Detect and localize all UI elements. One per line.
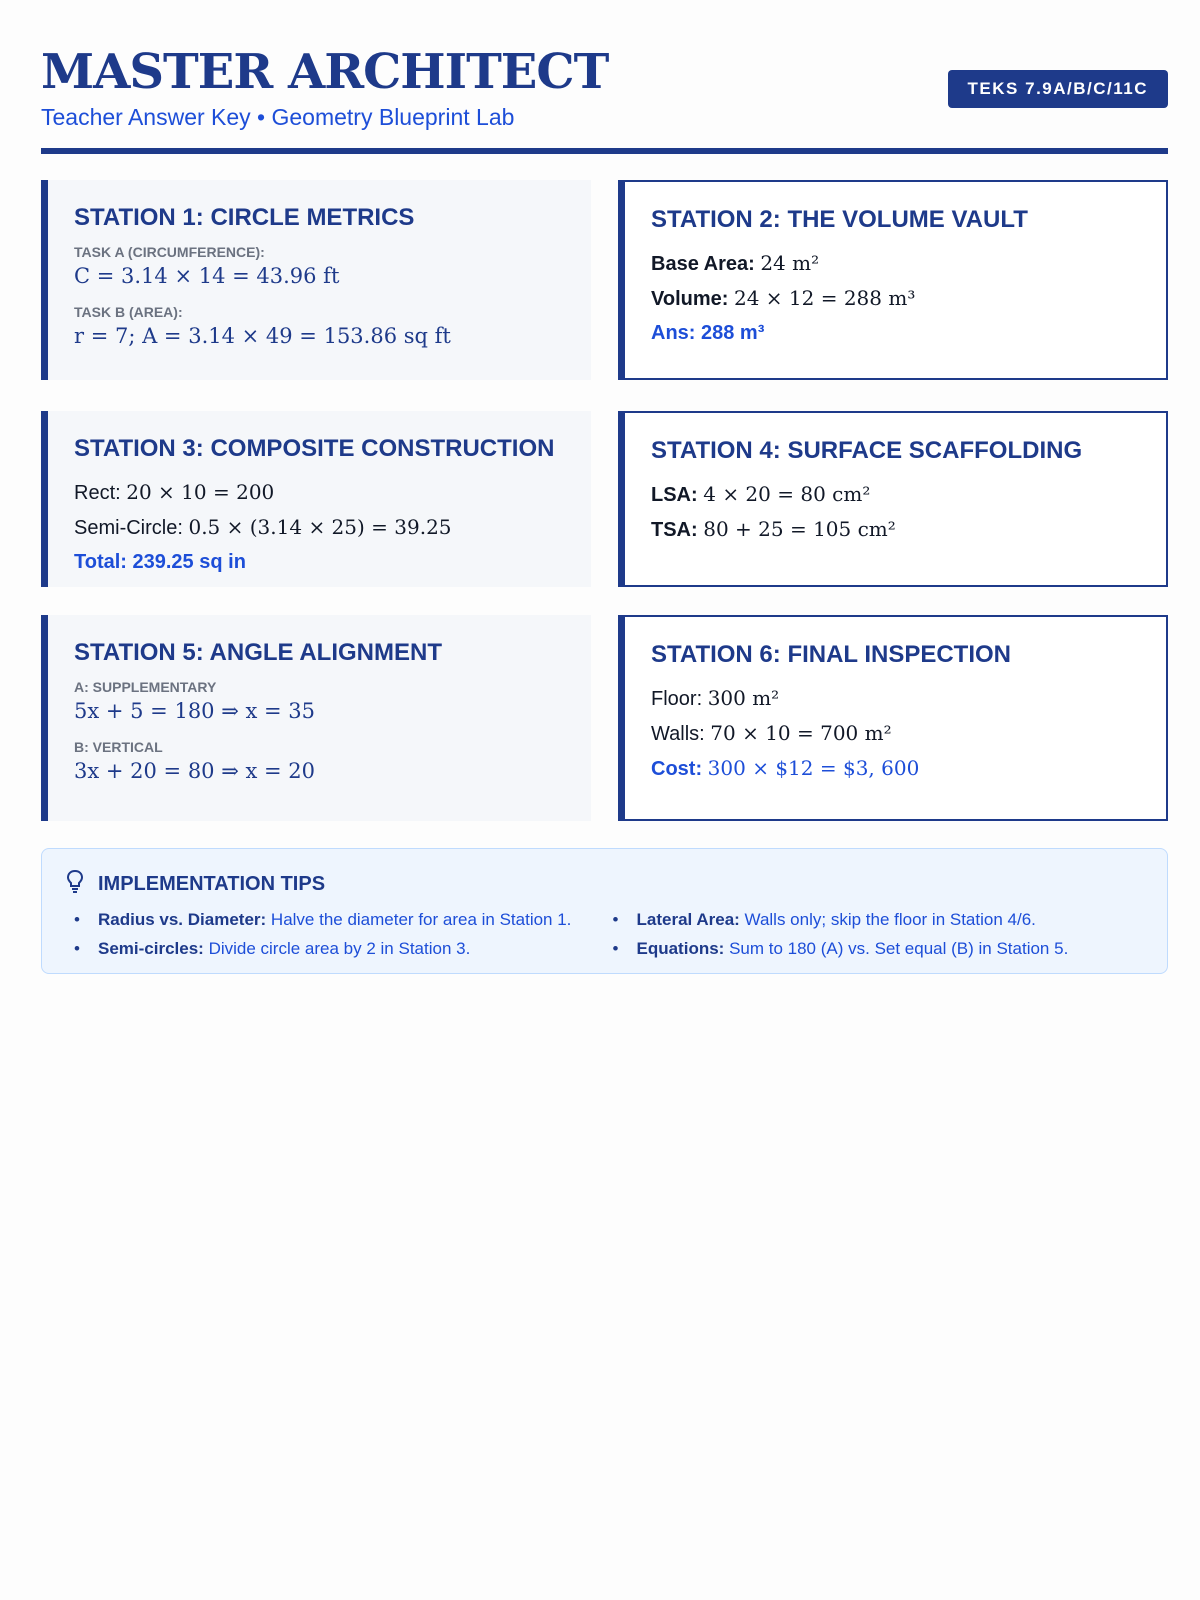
station-4-card xyxy=(618,411,1168,587)
station-1-card xyxy=(41,180,591,380)
tsa-label: TSA: xyxy=(651,519,698,541)
tip-item xyxy=(605,905,1144,934)
volume-line xyxy=(651,281,1142,316)
tips-left-column xyxy=(66,905,605,963)
station-3-total: Total: 239.25 sq in xyxy=(74,551,246,573)
task-b-label: TASK B (AREA): xyxy=(74,304,183,320)
tip-item xyxy=(605,934,1144,963)
walls-line xyxy=(651,716,1142,751)
lsa-value: 4 × 20 = 80 cm² xyxy=(703,482,871,506)
teks-badge: TEKS 7.9A/B/C/11C xyxy=(948,70,1168,108)
vertical-math: 3x + 20 = 80 ⇒ x = 20 xyxy=(74,759,315,783)
rect-label: Rect: xyxy=(74,482,121,504)
station-2-title: STATION 2: THE VOLUME VAULT xyxy=(651,206,1028,233)
tip-text: Halve the diameter for area in Station 1. xyxy=(266,910,572,929)
answer-key-page xyxy=(41,44,1168,154)
tip-label: Radius vs. Diameter: xyxy=(98,910,267,929)
rect-value: 20 × 10 = 200 xyxy=(126,480,275,504)
tip-item xyxy=(66,905,605,934)
lsa-line xyxy=(651,477,1142,512)
tips-header xyxy=(66,869,1143,899)
base-area-value: 24 m² xyxy=(760,251,820,275)
page-title: MASTER ARCHITECT xyxy=(41,44,609,100)
supplementary-math: 5x + 5 = 180 ⇒ x = 35 xyxy=(74,699,315,723)
station-2-answer: Ans: 288 m³ xyxy=(651,322,765,344)
task-a-math: C = 3.14 × 14 = 43.96 ft xyxy=(74,264,340,288)
tip-text: Divide circle area by 2 in Station 3. xyxy=(203,939,471,958)
base-area-line xyxy=(651,246,1142,281)
task-b-math: r = 7; A = 3.14 × 49 = 153.86 sq ft xyxy=(74,324,451,348)
tsa-line xyxy=(651,512,1142,547)
station-5-card xyxy=(41,615,591,821)
volume-label: Volume: xyxy=(651,288,729,310)
floor-line xyxy=(651,681,1142,716)
base-area-label: Base Area: xyxy=(651,253,755,275)
station-6-card xyxy=(618,615,1168,821)
tips-right-column xyxy=(605,905,1144,963)
supplementary-label: A: SUPPLEMENTARY xyxy=(74,679,217,695)
implementation-tips-panel xyxy=(41,848,1168,974)
tip-label: Lateral Area: xyxy=(636,910,740,929)
page-header xyxy=(41,44,1168,154)
tip-label: Equations: xyxy=(636,939,725,958)
tip-text: Walls only; skip the floor in Station 4/6. xyxy=(739,910,1036,929)
vertical-label: B: VERTICAL xyxy=(74,739,163,755)
station-6-title: STATION 6: FINAL INSPECTION xyxy=(651,641,1012,668)
walls-value: 70 × 10 = 700 m² xyxy=(710,721,892,745)
floor-label: Floor: xyxy=(651,688,703,710)
tsa-value: 80 + 25 = 105 cm² xyxy=(703,517,896,541)
station-3-title: STATION 3: COMPOSITE CONSTRUCTION xyxy=(74,435,555,462)
lsa-label: LSA: xyxy=(651,484,698,506)
floor-value: 300 m² xyxy=(707,686,780,710)
page-subtitle: Teacher Answer Key • Geometry Blueprint Lab xyxy=(41,104,515,130)
volume-value: 24 × 12 = 288 m³ xyxy=(733,286,916,310)
task-a-label: TASK A (CIRCUMFERENCE): xyxy=(74,244,265,260)
semi-circle-line xyxy=(74,510,567,545)
station-5-title: STATION 5: ANGLE ALIGNMENT xyxy=(74,639,442,666)
tip-item xyxy=(66,934,605,963)
tip-label: Semi-circles: xyxy=(98,939,204,958)
cost-label: Cost: xyxy=(651,758,703,780)
station-2-card xyxy=(618,180,1168,380)
station-1-title: STATION 1: CIRCLE METRICS xyxy=(74,204,415,231)
tips-title: IMPLEMENTATION TIPS xyxy=(98,872,326,895)
semi-circle-label: Semi-Circle: xyxy=(74,517,183,539)
semi-circle-value: 0.5 × (3.14 × 25) = 39.25 xyxy=(188,515,452,539)
cost-value: 300 × $12 = $3, 600 xyxy=(707,756,920,780)
walls-label: Walls: xyxy=(651,723,705,745)
tip-text: Sum to 180 (A) vs. Set equal (B) in Station 5. xyxy=(724,939,1069,958)
lightbulb-icon xyxy=(66,869,84,899)
cost-line xyxy=(651,751,1142,786)
station-3-card xyxy=(41,411,591,587)
station-4-title: STATION 4: SURFACE SCAFFOLDING xyxy=(651,437,1083,464)
rect-line xyxy=(74,475,567,510)
